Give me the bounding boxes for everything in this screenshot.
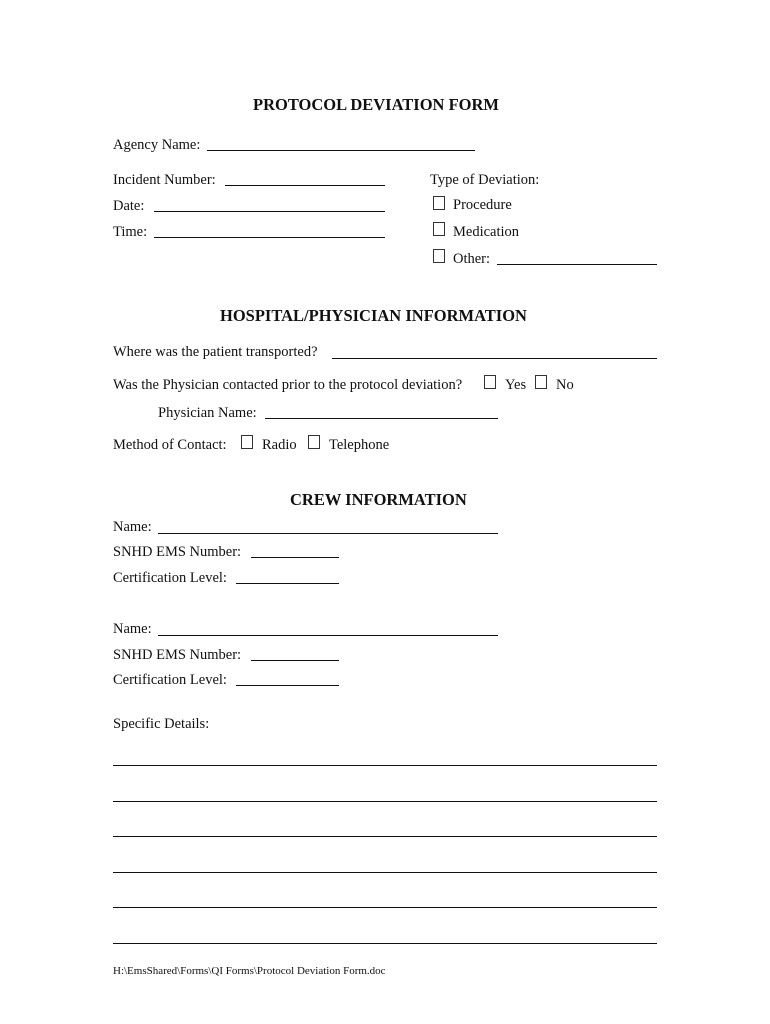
time-label: Time: (113, 224, 148, 240)
form-title: PROTOCOL DEVIATION FORM (253, 95, 499, 114)
other-field[interactable] (497, 264, 657, 265)
details-line[interactable] (113, 765, 657, 766)
hospital-section-title: HOSPITAL/PHYSICIAN INFORMATION (220, 306, 527, 325)
footer-file-path: H:\EmsShared\Forms\QI Forms\Protocol Deviation Form.doc (113, 965, 386, 977)
details-line[interactable] (113, 801, 657, 802)
physician-name-field[interactable] (265, 418, 498, 419)
physician-contacted-label: Was the Physician contacted prior to the protocol deviation? (113, 377, 463, 393)
crew2-certification-field[interactable] (236, 685, 339, 686)
crew1-name-label: Name: (113, 519, 152, 535)
crew1-ems-number-label: SNHD EMS Number: (113, 544, 242, 560)
other-label: Other: (453, 251, 491, 267)
radio-label: Radio (262, 437, 297, 453)
no-label: No (556, 377, 574, 393)
telephone-label: Telephone (329, 437, 390, 453)
transported-field[interactable] (332, 358, 657, 359)
details-line[interactable] (113, 943, 657, 944)
details-line[interactable] (113, 907, 657, 908)
yes-label: Yes (505, 377, 527, 393)
crew2-ems-number-field[interactable] (251, 660, 339, 661)
medication-label: Medication (453, 224, 520, 240)
radio-checkbox[interactable] (241, 435, 253, 449)
crew2-name-label: Name: (113, 621, 152, 637)
crew-section-title: CREW INFORMATION (290, 490, 467, 509)
incident-number-field[interactable] (225, 185, 385, 186)
crew1-certification-label: Certification Level: (113, 570, 227, 586)
physician-name-label: Physician Name: (158, 405, 257, 421)
crew2-ems-number-label: SNHD EMS Number: (113, 647, 242, 663)
crew2-certification-label: Certification Level: (113, 672, 227, 688)
crew1-certification-field[interactable] (236, 583, 339, 584)
agency-name-field[interactable] (207, 150, 475, 151)
details-line[interactable] (113, 836, 657, 837)
crew1-ems-number-field[interactable] (251, 557, 339, 558)
type-of-deviation-label: Type of Deviation: (430, 172, 540, 188)
procedure-checkbox[interactable] (433, 196, 445, 210)
method-of-contact-label: Method of Contact: (113, 437, 227, 453)
other-checkbox[interactable] (433, 249, 445, 263)
no-checkbox[interactable] (535, 375, 547, 389)
date-field[interactable] (154, 211, 385, 212)
crew2-name-field[interactable] (158, 635, 498, 636)
details-line[interactable] (113, 872, 657, 873)
yes-checkbox[interactable] (484, 375, 496, 389)
time-field[interactable] (154, 237, 385, 238)
agency-name-label: Agency Name: (113, 137, 201, 153)
procedure-label: Procedure (453, 197, 512, 213)
crew1-name-field[interactable] (158, 533, 498, 534)
incident-number-label: Incident Number: (113, 172, 216, 188)
specific-details-label: Specific Details: (113, 716, 210, 732)
transported-label: Where was the patient transported? (113, 344, 318, 360)
medication-checkbox[interactable] (433, 222, 445, 236)
date-label: Date: (113, 198, 145, 214)
telephone-checkbox[interactable] (308, 435, 320, 449)
